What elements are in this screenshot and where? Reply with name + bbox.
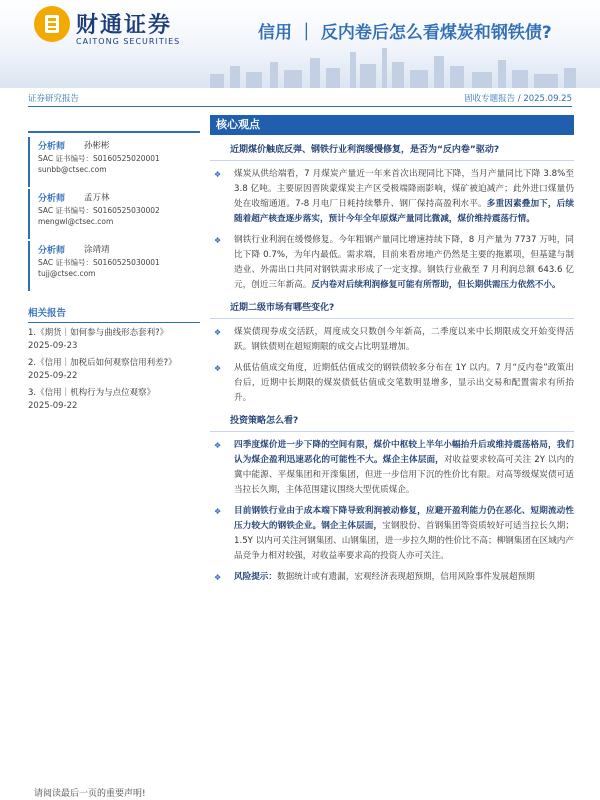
analyst-email[interactable]: mengwl@ctsec.com bbox=[38, 217, 114, 226]
section-question: 投资策略怎么看? bbox=[210, 412, 574, 432]
diamond-bullet-icon: ❖ bbox=[214, 170, 222, 179]
bullet-text: 煤炭债现券成交活跃，周度成交只数创今年新高，二季度以来中长期限成交开始变得活跃。钢铁债则在超短期限的成交占比明显增加。 bbox=[234, 327, 574, 352]
brand-name-cn: 财通证券 bbox=[76, 13, 173, 38]
analyst-role: 分析师 bbox=[38, 142, 66, 152]
bullet-text: 从低估值成交角度，近期低估值成交的钢铁债较多分布在 1Y 以内。7 月“反内卷”政策出台后，近期中长期限的煤炭债低估值成交笔数明显增多，显示出交易和配置需求有所抬升。 bbox=[234, 363, 574, 403]
bullet-text: 对收益要求较高可关注 2Y 以内的冀中能源、平煤集团和开滦集团，但进一步信用下沉的性价比有限。对高等级煤炭债可适当拉长久期，主体范围建议围绕大型优质煤企。 bbox=[234, 455, 574, 495]
bullet-paragraph bbox=[210, 438, 574, 498]
related-report-date: 2025-09-22 bbox=[28, 401, 78, 411]
related-report-date: 2025-09-22 bbox=[28, 371, 78, 381]
bullet-paragraph bbox=[210, 504, 574, 564]
core-viewpoints bbox=[210, 115, 574, 585]
analyst-cert: SAC 证书编号：S0160525020001 bbox=[38, 154, 160, 163]
brand-logo-icon bbox=[34, 6, 70, 42]
bullet-paragraph bbox=[210, 233, 574, 293]
brand-name-en: CAITONG SECURITIES bbox=[76, 37, 181, 46]
analyst-name: 涂靖靖 bbox=[84, 245, 110, 255]
related-report-text: 1.《期货｜如何参与曲线形态套利?》 bbox=[28, 328, 169, 338]
report-title: 信用 ｜ 反内卷后怎么看煤炭和钢铁债? bbox=[258, 23, 552, 43]
risk-warning bbox=[210, 570, 574, 585]
bullet-paragraph bbox=[210, 325, 574, 355]
analyst-card bbox=[28, 241, 200, 291]
report-type-label: 证券研究报告 bbox=[28, 94, 80, 104]
core-viewpoints-title: 核心观点 bbox=[210, 115, 574, 135]
related-reports-title: 相关报告 bbox=[28, 305, 200, 323]
section-question: 近期煤价触底反弹、钢铁行业利润缓慢修复，是否为“反内卷”驱动? bbox=[210, 141, 574, 161]
analyst-email[interactable]: tujj@ctsec.com bbox=[38, 269, 96, 278]
analyst-cert: SAC 证书编号：S0160525030002 bbox=[38, 206, 160, 215]
risk-warning-label: 风险提示： bbox=[234, 572, 277, 582]
related-report-date: 2025-09-23 bbox=[28, 341, 78, 351]
analyst-card bbox=[28, 137, 200, 187]
bullet-text: 煤炭从供给端看，7 月煤炭产量近一年来首次出现同比下降，当月产量同比下降 3.8%至 3.8 亿吨。主要原因晋陕蒙煤炭主产区受极端降雨影响，煤矿被迫减产；此外进口煤量仍处在收缩通道。7-8 月电厂日耗持续攀升、钢厂保持高盈利水平。 bbox=[234, 169, 574, 209]
brand-logo bbox=[34, 6, 184, 50]
analyst-email[interactable]: sunbb@ctsec.com bbox=[38, 165, 107, 174]
section-question: 近期二级市场有哪些变化? bbox=[210, 299, 574, 319]
bullet-bold-text: 四季度煤价进一步下降的空间有限，煤价中枢较上半年小幅抬升后或维持震荡格局，我们认为煤企盈利迅速恶化的可能性不大。煤企主体层面， bbox=[234, 440, 574, 465]
sidebar-top-rule bbox=[28, 117, 200, 133]
sidebar bbox=[28, 117, 200, 413]
related-report-link[interactable] bbox=[28, 327, 200, 353]
city-skyline-illustration bbox=[200, 44, 600, 88]
diamond-bullet-icon: ❖ bbox=[214, 236, 222, 245]
diamond-bullet-icon: ❖ bbox=[214, 573, 222, 582]
analyst-name: 孙彬彬 bbox=[84, 141, 110, 151]
analyst-name: 孟万林 bbox=[84, 193, 110, 203]
analyst-role: 分析师 bbox=[38, 246, 66, 256]
risk-warning-text: 数据统计或有遗漏，宏观经济表现超预期，信用风险事件发展超预期 bbox=[276, 572, 535, 582]
bullet-paragraph bbox=[210, 361, 574, 406]
analyst-cert: SAC 证书编号：S0160525030001 bbox=[38, 258, 160, 267]
disclaimer-notice: 请阅读最后一页的重要声明! bbox=[34, 789, 146, 799]
diamond-bullet-icon: ❖ bbox=[214, 441, 222, 450]
bullet-bold-text: 反内卷对后续利润修复可能有所帮助，但长期供需压力依然不小。 bbox=[311, 280, 561, 290]
analyst-role: 分析师 bbox=[38, 194, 66, 204]
diamond-bullet-icon: ❖ bbox=[214, 507, 222, 516]
related-report-text: 3.《信用｜机构行为与点位观察》 bbox=[28, 388, 156, 398]
report-category-date: 固收专题报告 / 2025.09.25 bbox=[464, 94, 572, 104]
bullet-paragraph bbox=[210, 167, 574, 227]
diamond-bullet-icon: ❖ bbox=[214, 328, 222, 337]
analyst-card bbox=[28, 189, 200, 239]
bullet-bold-text: 目前钢铁行业由于成本端下降导致利润被动修复，应避开盈利能力仍在恶化、短期流动性压力较大的钢铁企业。钢企主体层面， bbox=[234, 506, 574, 531]
bullet-bold-text: 多重因素叠加下，后续随着超产核查逐步落实，预计今年全年原煤产量同比微减，煤价维持震荡行情。 bbox=[234, 199, 574, 224]
bullet-text: 宝钢股份、首钢集团等资质较好可适当拉长久期；1.5Y 以内可关注河钢集团、山钢集团，进一步拉久期的性价比不高；柳钢集团在区域内产品竞争力相对较强，对收益率要求高的投资人亦可关注。 bbox=[234, 521, 574, 561]
report-header bbox=[0, 0, 600, 88]
bullet-text: 钢铁行业利润在缓慢修复。今年粗钢产量同比增速持续下降，8 月产量为 7737 万吨，同比下降 0.7%，为年内最低。需求端，目前来看房地产仍然是主要的拖累项，但基建与制造业、外需出口共同对钢铁需求形成了一定支撑。钢铁行业截至 7 月利润总额 643.6 亿元，创近三年新高。 bbox=[234, 235, 574, 290]
related-report-link[interactable] bbox=[28, 387, 200, 413]
related-report-link[interactable] bbox=[28, 357, 200, 383]
diamond-bullet-icon: ❖ bbox=[214, 364, 222, 373]
top-meta-bar bbox=[28, 92, 572, 107]
related-report-text: 2.《信用｜加税后如何观察信用利差?》 bbox=[28, 358, 177, 368]
